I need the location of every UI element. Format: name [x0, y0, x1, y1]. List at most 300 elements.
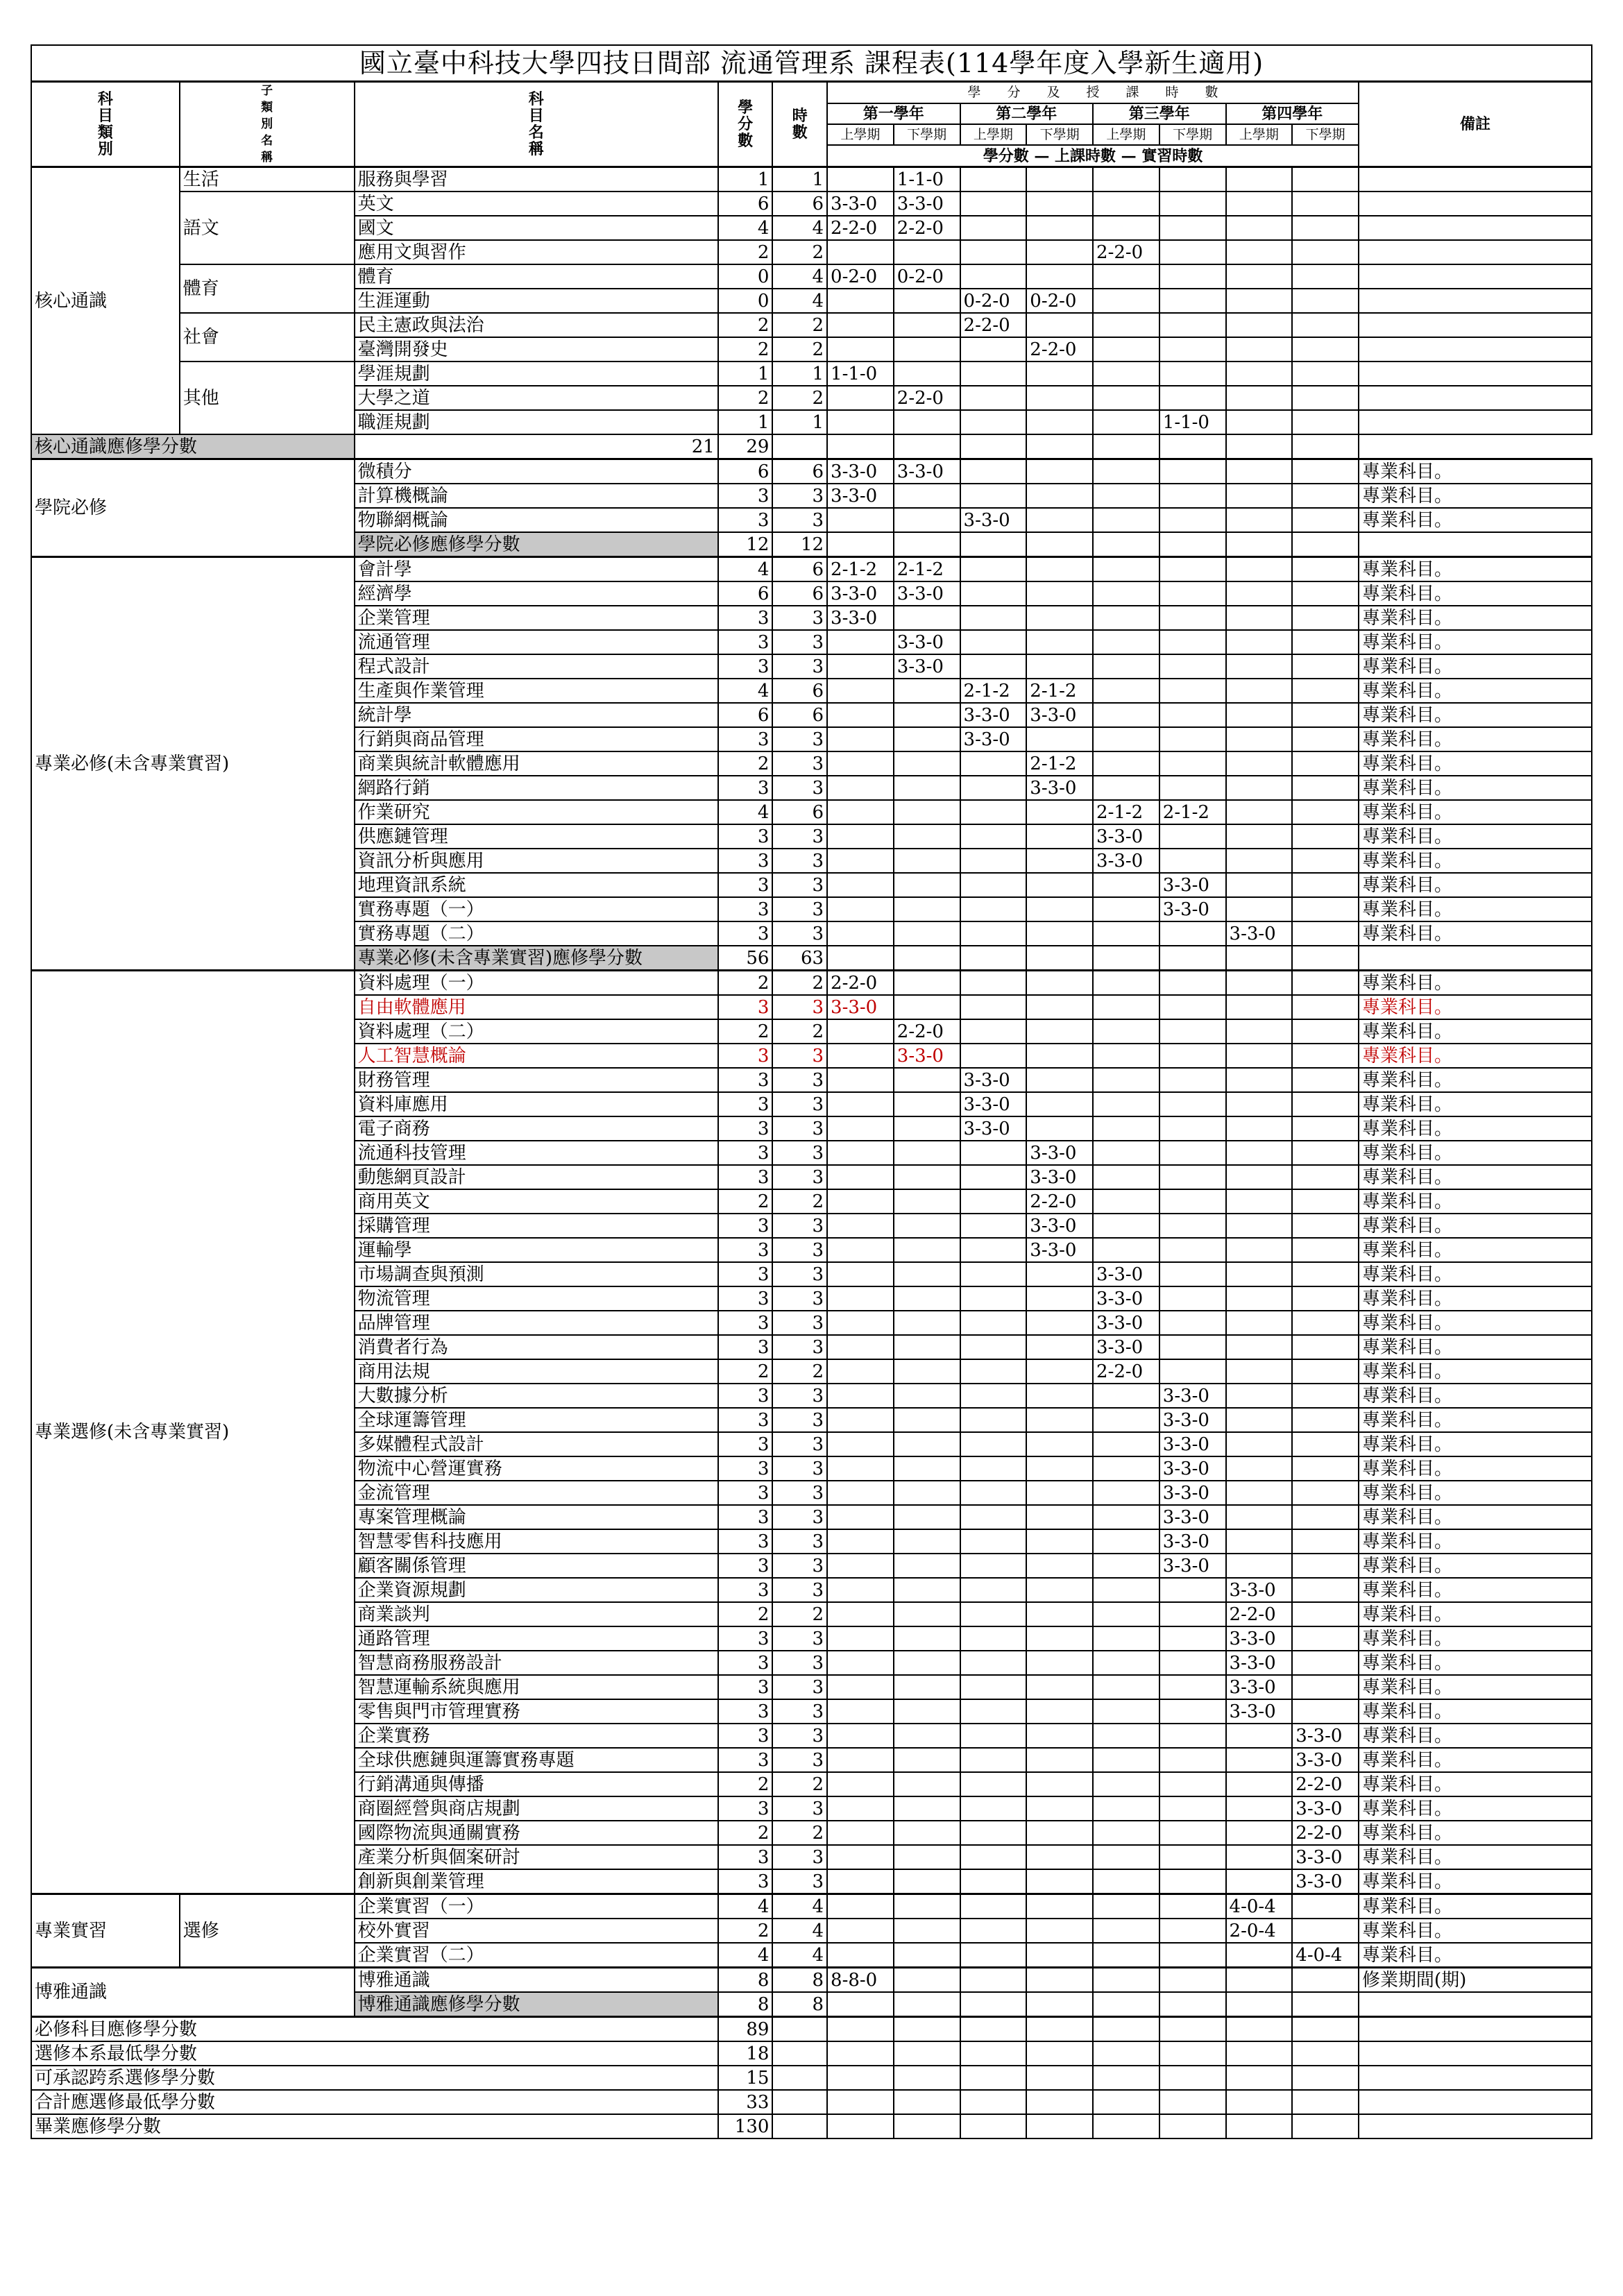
- course-credits: 3: [718, 1748, 773, 1772]
- semester-allocation: [960, 337, 1027, 362]
- semester-allocation: [1159, 1286, 1226, 1311]
- semester-allocation: [894, 1602, 960, 1626]
- semester-allocation: [1026, 727, 1093, 751]
- semester-allocation: [1026, 557, 1093, 582]
- semester-allocation: [1093, 1796, 1159, 1821]
- header-semester: 上學期: [1226, 124, 1293, 145]
- semester-allocation: [1226, 289, 1293, 313]
- semester-allocation: [1226, 1384, 1293, 1408]
- course-note: [1359, 386, 1592, 410]
- semester-allocation: 3-3-0: [960, 727, 1027, 751]
- course-note: 專業科目。: [1359, 751, 1592, 776]
- summary-blank: [1093, 532, 1159, 557]
- total-blank: [960, 2041, 1027, 2066]
- semester-allocation: [1159, 1772, 1226, 1796]
- summary-blank: [1159, 434, 1226, 459]
- course-credits: 8: [718, 1968, 773, 1993]
- semester-allocation: [1093, 1214, 1159, 1238]
- course-name: 顧客關係管理: [355, 1554, 718, 1578]
- semester-allocation: [1292, 508, 1359, 532]
- semester-allocation: [1226, 1189, 1293, 1214]
- summary-blank: [894, 434, 960, 459]
- course-name: 零售與門市管理實務: [355, 1699, 718, 1724]
- header-subcategory-char: 稱: [261, 151, 273, 164]
- course-name: 學涯規劃: [355, 362, 718, 386]
- semester-allocation: 3-3-0: [1093, 1311, 1159, 1335]
- total-blank: [772, 2090, 827, 2114]
- semester-allocation: [827, 751, 894, 776]
- semester-allocation: [1026, 386, 1093, 410]
- semester-allocation: 3-3-0: [1159, 1456, 1226, 1481]
- course-credits: 3: [718, 1456, 773, 1481]
- semester-allocation: [827, 1384, 894, 1408]
- semester-allocation: [1026, 1019, 1093, 1044]
- summary-label: 核心通識應修學分數: [31, 434, 355, 459]
- semester-allocation: 3-3-0: [1026, 703, 1093, 727]
- total-blank: [1359, 2114, 1592, 2138]
- semester-allocation: [1026, 1481, 1093, 1505]
- course-hours: 3: [772, 751, 827, 776]
- semester-allocation: [1093, 1408, 1159, 1432]
- course-credits: 3: [718, 1578, 773, 1602]
- semester-allocation: [960, 1141, 1027, 1165]
- course-hours: 1: [772, 362, 827, 386]
- course-credits: 4: [718, 557, 773, 582]
- course-note: 專業科目。: [1359, 1481, 1592, 1505]
- course-note: 專業科目。: [1359, 873, 1592, 897]
- summary-blank: [1159, 532, 1226, 557]
- course-name: 物流管理: [355, 1286, 718, 1311]
- semester-allocation: [1159, 1943, 1226, 1968]
- header-course-name: [355, 82, 718, 167]
- semester-allocation: [1226, 995, 1293, 1019]
- course-name: 消費者行為: [355, 1335, 718, 1359]
- semester-allocation: [1093, 1116, 1159, 1141]
- subcategory-cell: 社會: [180, 313, 355, 362]
- course-hours: 3: [772, 1165, 827, 1189]
- course-name: 會計學: [355, 557, 718, 582]
- course-name: 全球供應鏈與運籌實務專題: [355, 1748, 718, 1772]
- semester-allocation: [1292, 1116, 1359, 1141]
- course-hours: 3: [772, 1068, 827, 1092]
- course-name: 國際物流與通關實務: [355, 1821, 718, 1845]
- semester-allocation: [960, 1408, 1027, 1432]
- course-note: 專業科目。: [1359, 1578, 1592, 1602]
- course-note: 專業科目。: [1359, 1772, 1592, 1796]
- semester-allocation: [960, 1578, 1027, 1602]
- course-credits: 3: [718, 1214, 773, 1238]
- semester-allocation: [1226, 1116, 1293, 1141]
- semester-allocation: [894, 1651, 960, 1675]
- semester-allocation: [1093, 1044, 1159, 1068]
- curriculum-sheet: [31, 44, 1592, 2139]
- course-hours: 3: [772, 776, 827, 800]
- semester-allocation: [1226, 581, 1293, 606]
- semester-allocation: 2-1-2: [1026, 751, 1093, 776]
- course-name: 全球運籌管理: [355, 1408, 718, 1432]
- course-note: 專業科目。: [1359, 849, 1592, 873]
- semester-allocation: 1-1-0: [1159, 410, 1226, 434]
- semester-allocation: [894, 1238, 960, 1262]
- semester-allocation: [894, 1505, 960, 1529]
- course-hours: 4: [772, 1919, 827, 1943]
- semester-allocation: [1159, 727, 1226, 751]
- semester-allocation: [894, 1286, 960, 1311]
- semester-allocation: 3-3-0: [1093, 1286, 1159, 1311]
- course-name: 自由軟體應用: [355, 995, 718, 1019]
- course-credits: 2: [718, 751, 773, 776]
- semester-allocation: [827, 240, 894, 264]
- course-hours: 3: [772, 1578, 827, 1602]
- semester-allocation: [1292, 1286, 1359, 1311]
- total-row: [31, 2114, 1592, 2138]
- semester-allocation: [894, 1796, 960, 1821]
- course-hours: 2: [772, 313, 827, 337]
- course-hours: 3: [772, 1262, 827, 1286]
- semester-allocation: [1026, 1384, 1093, 1408]
- summary-blank: [1026, 1992, 1093, 2017]
- header-year: 第四學年: [1226, 103, 1359, 124]
- course-credits: 2: [718, 337, 773, 362]
- semester-allocation: [1026, 995, 1093, 1019]
- course-credits: 2: [718, 1821, 773, 1845]
- course-name: 計算機概論: [355, 484, 718, 508]
- semester-allocation: [1159, 1335, 1226, 1359]
- semester-allocation: [1226, 1869, 1293, 1894]
- semester-allocation: [1292, 410, 1359, 434]
- semester-allocation: [894, 1456, 960, 1481]
- course-credits: 3: [718, 849, 773, 873]
- semester-allocation: 0-2-0: [894, 264, 960, 289]
- semester-allocation: 2-2-0: [894, 386, 960, 410]
- semester-allocation: [1159, 1578, 1226, 1602]
- course-credits: 3: [718, 654, 773, 679]
- semester-allocation: [960, 751, 1027, 776]
- semester-allocation: [960, 1821, 1027, 1845]
- semester-allocation: [1226, 240, 1293, 264]
- semester-allocation: 2-2-0: [1026, 1189, 1093, 1214]
- total-blank: [1226, 2114, 1293, 2138]
- course-hours: 3: [772, 873, 827, 897]
- semester-allocation: 2-2-0: [1093, 240, 1159, 264]
- course-credits: 4: [718, 1894, 773, 1919]
- course-note: 專業科目。: [1359, 971, 1592, 996]
- semester-allocation: [1026, 1505, 1093, 1529]
- semester-allocation: [1226, 313, 1293, 337]
- course-credits: 3: [718, 1068, 773, 1092]
- summary-blank: [1292, 532, 1359, 557]
- semester-allocation: [1292, 727, 1359, 751]
- semester-allocation: [894, 824, 960, 849]
- course-credits: 3: [718, 1092, 773, 1116]
- course-note: [1359, 167, 1592, 192]
- semester-allocation: [894, 1748, 960, 1772]
- semester-allocation: [1292, 1505, 1359, 1529]
- semester-allocation: [1026, 873, 1093, 897]
- semester-allocation: [1159, 557, 1226, 582]
- course-note: 專業科目。: [1359, 1651, 1592, 1675]
- semester-allocation: 2-2-0: [1292, 1821, 1359, 1845]
- course-hours: 3: [772, 1408, 827, 1432]
- semester-allocation: [1226, 1359, 1293, 1384]
- total-blank: [1026, 2017, 1093, 2042]
- course-name: 物聯網概論: [355, 508, 718, 532]
- total-blank: [1292, 2017, 1359, 2042]
- semester-allocation: [1292, 1699, 1359, 1724]
- header-semester: 上學期: [1093, 124, 1159, 145]
- course-note: 專業科目。: [1359, 1724, 1592, 1748]
- semester-allocation: [827, 776, 894, 800]
- semester-allocation: [1226, 751, 1293, 776]
- summary-hours: 29: [718, 434, 773, 459]
- semester-allocation: [1292, 995, 1359, 1019]
- course-hours: 1: [772, 167, 827, 192]
- semester-allocation: [1026, 800, 1093, 824]
- semester-allocation: [894, 727, 960, 751]
- course-credits: 3: [718, 1724, 773, 1748]
- course-credits: 3: [718, 1311, 773, 1335]
- semester-allocation: [1093, 216, 1159, 240]
- summary-blank: [894, 532, 960, 557]
- course-name: 英文: [355, 192, 718, 216]
- semester-allocation: [1292, 800, 1359, 824]
- semester-allocation: [894, 1675, 960, 1699]
- semester-allocation: [894, 1311, 960, 1335]
- semester-allocation: 3-3-0: [827, 995, 894, 1019]
- course-hours: 6: [772, 800, 827, 824]
- semester-allocation: [960, 800, 1027, 824]
- semester-allocation: 0-2-0: [960, 289, 1027, 313]
- course-hours: 3: [772, 727, 827, 751]
- semester-allocation: [894, 921, 960, 946]
- course-name: 智慧商務服務設計: [355, 1651, 718, 1675]
- semester-allocation: [1226, 1748, 1293, 1772]
- course-note: 專業科目。: [1359, 654, 1592, 679]
- semester-allocation: [894, 1092, 960, 1116]
- semester-allocation: [894, 484, 960, 508]
- semester-allocation: 3-3-0: [1159, 1481, 1226, 1505]
- semester-allocation: [1026, 192, 1093, 216]
- course-name: 服務與學習: [355, 167, 718, 192]
- total-blank: [1026, 2066, 1093, 2090]
- course-name: 經濟學: [355, 581, 718, 606]
- semester-allocation: [894, 289, 960, 313]
- semester-allocation: [894, 1481, 960, 1505]
- course-credits: 2: [718, 1602, 773, 1626]
- header-semester: 下學期: [1159, 124, 1226, 145]
- semester-allocation: [894, 1141, 960, 1165]
- semester-allocation: [1026, 606, 1093, 630]
- category-cell: 博雅通識: [31, 1968, 355, 2017]
- course-credits: 3: [718, 606, 773, 630]
- total-blank: [1093, 2066, 1159, 2090]
- total-blank: [960, 2090, 1027, 2114]
- semester-allocation: [1159, 971, 1226, 996]
- semester-allocation: [894, 337, 960, 362]
- total-blank: [827, 2114, 894, 2138]
- semester-allocation: [1026, 1116, 1093, 1141]
- semester-allocation: [1292, 337, 1359, 362]
- semester-allocation: [827, 1626, 894, 1651]
- course-hours: 3: [772, 1699, 827, 1724]
- semester-allocation: [1292, 1311, 1359, 1335]
- semester-allocation: 3-3-0: [1159, 1505, 1226, 1529]
- semester-allocation: [1292, 264, 1359, 289]
- semester-allocation: [1292, 971, 1359, 996]
- semester-allocation: [1026, 1602, 1093, 1626]
- header-hours-char: 時: [792, 107, 808, 125]
- semester-allocation: 3-3-0: [1292, 1845, 1359, 1869]
- header-hours-char: 數: [792, 124, 808, 142]
- semester-allocation: [1292, 1262, 1359, 1286]
- semester-allocation: [894, 1335, 960, 1359]
- semester-allocation: [894, 1626, 960, 1651]
- semester-allocation: [827, 1311, 894, 1335]
- course-credits: 4: [718, 679, 773, 703]
- course-name: 生產與作業管理: [355, 679, 718, 703]
- semester-allocation: [1226, 192, 1293, 216]
- header-category: [31, 82, 180, 167]
- semester-allocation: [1026, 1432, 1093, 1456]
- semester-allocation: [1026, 1286, 1093, 1311]
- semester-allocation: [1159, 1968, 1226, 1993]
- course-name: 多媒體程式設計: [355, 1432, 718, 1456]
- semester-allocation: [960, 1189, 1027, 1214]
- semester-allocation: [1093, 995, 1159, 1019]
- total-value: 15: [718, 2066, 773, 2090]
- semester-allocation: [1226, 727, 1293, 751]
- total-value: 89: [718, 2017, 773, 2042]
- semester-allocation: [1026, 216, 1093, 240]
- semester-allocation: [1026, 313, 1093, 337]
- course-note: [1359, 216, 1592, 240]
- total-blank: [1026, 2114, 1093, 2138]
- semester-allocation: [1159, 1724, 1226, 1748]
- course-hours: 3: [772, 1869, 827, 1894]
- course-name: 商業與統計軟體應用: [355, 751, 718, 776]
- header-course-name-char: 目: [528, 107, 544, 125]
- semester-allocation: [960, 824, 1027, 849]
- course-name: 商圈經營與商店規劃: [355, 1796, 718, 1821]
- course-hours: 3: [772, 1092, 827, 1116]
- total-blank: [772, 2017, 827, 2042]
- semester-allocation: [960, 897, 1027, 921]
- semester-allocation: 3-3-0: [827, 484, 894, 508]
- semester-allocation: [1093, 1554, 1159, 1578]
- semester-allocation: [1292, 240, 1359, 264]
- total-blank: [894, 2114, 960, 2138]
- course-credits: 1: [718, 410, 773, 434]
- semester-allocation: [960, 386, 1027, 410]
- summary-hours: 63: [772, 946, 827, 971]
- semester-allocation: [960, 362, 1027, 386]
- summary-blank: [827, 1992, 894, 2017]
- semester-allocation: [1159, 1189, 1226, 1214]
- semester-allocation: [1159, 386, 1226, 410]
- semester-allocation: [1226, 824, 1293, 849]
- course-name: 體育: [355, 264, 718, 289]
- semester-allocation: [960, 1675, 1027, 1699]
- semester-allocation: [894, 1359, 960, 1384]
- semester-allocation: [960, 1626, 1027, 1651]
- semester-allocation: [1159, 1675, 1226, 1699]
- course-name: 財務管理: [355, 1068, 718, 1092]
- total-blank: [1359, 2066, 1592, 2090]
- semester-allocation: [1292, 1919, 1359, 1943]
- course-credits: 3: [718, 1481, 773, 1505]
- course-name: 智慧運輸系統與應用: [355, 1675, 718, 1699]
- total-blank: [1026, 2041, 1093, 2066]
- course-credits: 3: [718, 1116, 773, 1141]
- course-name: 資料庫應用: [355, 1092, 718, 1116]
- course-credits: 3: [718, 1044, 773, 1068]
- total-blank: [1292, 2114, 1359, 2138]
- semester-allocation: [1292, 1578, 1359, 1602]
- semester-allocation: [960, 1748, 1027, 1772]
- semester-allocation: [1093, 679, 1159, 703]
- course-note: 專業科目。: [1359, 1796, 1592, 1821]
- course-note: 專業科目。: [1359, 1675, 1592, 1699]
- semester-allocation: [1026, 1796, 1093, 1821]
- course-credits: 1: [718, 362, 773, 386]
- semester-allocation: [1093, 727, 1159, 751]
- semester-allocation: [894, 1529, 960, 1554]
- course-name: 臺灣開發史: [355, 337, 718, 362]
- semester-allocation: [1292, 1456, 1359, 1481]
- header-semester: 下學期: [894, 124, 960, 145]
- course-hours: 3: [772, 824, 827, 849]
- semester-allocation: [1292, 1189, 1359, 1214]
- total-blank: [960, 2017, 1027, 2042]
- semester-allocation: [1093, 1481, 1159, 1505]
- course-credits: 3: [718, 1554, 773, 1578]
- semester-allocation: 3-3-0: [1226, 1626, 1293, 1651]
- semester-allocation: [1159, 1044, 1226, 1068]
- course-hours: 3: [772, 1311, 827, 1335]
- semester-allocation: [1159, 192, 1226, 216]
- summary-blank: [1026, 532, 1093, 557]
- semester-allocation: [827, 410, 894, 434]
- semester-allocation: [960, 1894, 1027, 1919]
- semester-allocation: [1026, 1529, 1093, 1554]
- semester-allocation: [894, 1894, 960, 1919]
- semester-allocation: [1226, 1141, 1293, 1165]
- semester-allocation: [1159, 1068, 1226, 1092]
- header-course-name-char: 科: [528, 90, 544, 108]
- semester-allocation: [1159, 849, 1226, 873]
- course-name: 創新與創業管理: [355, 1869, 718, 1894]
- semester-allocation: [1093, 289, 1159, 313]
- total-blank: [1226, 2017, 1293, 2042]
- course-credits: 4: [718, 216, 773, 240]
- summary-blank: [1026, 946, 1093, 971]
- course-row: [31, 1968, 1592, 1993]
- semester-allocation: [1159, 679, 1226, 703]
- course-credits: 3: [718, 1796, 773, 1821]
- total-blank: [1093, 2090, 1159, 2114]
- semester-allocation: [960, 557, 1027, 582]
- semester-allocation: [827, 1554, 894, 1578]
- semester-allocation: [1026, 1408, 1093, 1432]
- semester-allocation: [1093, 410, 1159, 434]
- course-note: 專業科目。: [1359, 1505, 1592, 1529]
- semester-allocation: [1292, 1165, 1359, 1189]
- total-blank: [1292, 2041, 1359, 2066]
- course-credits: 3: [718, 1651, 773, 1675]
- course-credits: 3: [718, 1384, 773, 1408]
- semester-allocation: [894, 1554, 960, 1578]
- summary-blank: [1226, 946, 1293, 971]
